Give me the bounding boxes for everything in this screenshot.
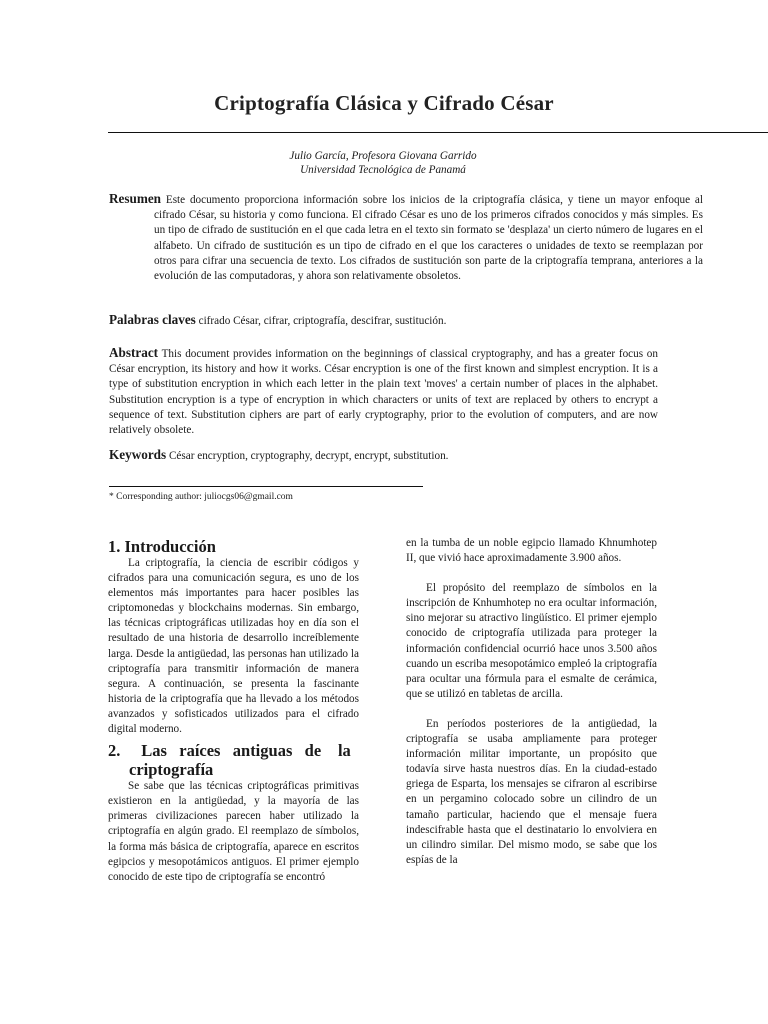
author-block [230, 150, 536, 177]
right-paragraph-1: en la tumba de un noble egipcio llamado Khnumhotep II, que vivió hace aproximadamente 3.900 años. [406, 537, 657, 565]
section-title-word: antiguas [232, 741, 293, 761]
section-heading-line: 2. Las raíces antiguas de la [108, 741, 351, 761]
right-column [406, 536, 657, 868]
palabras-claves-block [109, 312, 658, 329]
title-divider [108, 132, 768, 133]
introduccion-paragraph: La criptografía, la ciencia de escribir códigos y cifrados para una comunicación segura, es uno de los elementos más importantes para hacer posibles las criptomonedas y blockchains modernas. Sin embargo, las técnicas criptográficas utilizadas hoy en día son el resultado de una historia de desarrollo increíblemente larga. Desde la antigüedad, las personas han utilizado la criptografía para transmitir información de manera segura. A continuación, se presenta la fascinante historia de la criptografía que ha llevado a los métodos avanzados y sofisticados utilizados para el cifrado digital moderno. [108, 557, 359, 736]
paragraph-gap [406, 702, 657, 717]
abstract-label: Abstract [109, 345, 159, 360]
section-title: Introducción [124, 537, 216, 556]
section-heading-raices [108, 741, 359, 779]
resumen-text: Este documento proporciona información sobre los inicios de la criptografía clásica, y tiene un mayor enfoque al cifrado César, su historia y como funciona. El cifrado César es uno de los primeros cifrados conocidos y más simples. Es un tipo de cifrado de sustitución en el que cada letra en el texto sin formato se 'desplaza' un cierto número de lugares en el alfabeto. Un cifrado de sustitución es un tipo de cifrado en el que los caracteres o unidades de texto se reemplazan por otros para cifrar una secuencia de texto. Los cifrados de sustitución son parte de la criptografía temprana, anteriores a la evolución de las computadoras, y ahora son relativamente obsoletos. [154, 194, 704, 283]
keywords-text: César encryption, cryptography, decrypt, encrypt, substitution. [168, 450, 449, 462]
right-paragraph-2: El propósito del reemplazo de símbolos en la inscripción de Knhumhotep no era ocultar información, sino mejorar su atractivo lingüístico. El primer ejemplo conocido de criptografía utilizada para proteger la información confidencial ocurrió hace unos 3.500 años cuando un escriba mesopotámico empleó la criptografía para ocultar una fórmula para el esmalte de cerámica, que se utilizó en tabletas de arcilla. [406, 582, 657, 700]
palabras-claves-text: cifrado César, cifrar, criptografía, descifrar, sustitución. [198, 315, 447, 327]
palabras-claves-label: Palabras claves [109, 312, 196, 327]
author-names: Julio García, Profesora Giovana Garrido [289, 150, 477, 162]
keywords-block [109, 447, 658, 464]
resumen-label: Resumen [109, 191, 162, 206]
section-title-word: Las [141, 741, 167, 761]
section-title-word: raíces [179, 741, 221, 761]
abstract-block [109, 345, 658, 438]
author-affiliation: Universidad Tecnológica de Panamá [300, 163, 466, 176]
paper-title: Criptografía Clásica y Cifrado César [214, 91, 554, 115]
corresponding-author-link[interactable]: * Corresponding author: juliocgs06@gmail.com [109, 492, 293, 502]
paragraph-gap [406, 566, 657, 581]
section-heading-introduccion [108, 537, 359, 556]
keywords-label: Keywords [109, 447, 167, 462]
abstract-text: This document provides information on the beginnings of classical cryptography, and has a greater focus on César encryption, its history and how it works. César encryption is one of the first known and simplest encryption. It is a type of substitution encryption in which each letter in the plain text 'moves' a certain number of places in the alphabet. Substitution encryption is a type of encryption in which characters or units of text are replaced by others to encrypt a sequence of text. Substitution ciphers are part of early cryptography, prior to the evolution of computers, and are now relatively obsolete. [109, 348, 658, 437]
corresponding-author-footnote [109, 492, 293, 502]
left-column [108, 537, 359, 885]
resumen-block [109, 191, 703, 284]
raices-paragraph: Se sabe que las técnicas criptográficas primitivas existieron en la antigüedad, y la mayoría de las primeras civilizaciones parecen haber utilizado la criptografía en algún grado. El reemplazo de símbolos, la forma más básica de criptografía, aparece en escritos egipcios y mesopotámicos antiguos. El primer ejemplo conocido de este tipo de criptografía se encontró [108, 780, 359, 883]
section-number: 1. [108, 537, 121, 556]
footnote-divider [109, 486, 423, 487]
right-paragraph-3: En períodos posteriores de la antigüedad, la criptografía se usaba ampliamente para proteger información militar importante, un propósito que todavía sirve hasta nuestros días. En la ciudad-estado griega de Esparta, los mensajes se cifraron al escribirse en un pergamino colocado sobre un cilindro de un tamaño particular, haciendo que el mensaje fuera indescifrable hasta que el destinatario lo envolviera en un cilindro similar. Del mismo modo, se sabe que los espías de la [406, 717, 657, 866]
section-title-word: criptografía [129, 760, 214, 780]
